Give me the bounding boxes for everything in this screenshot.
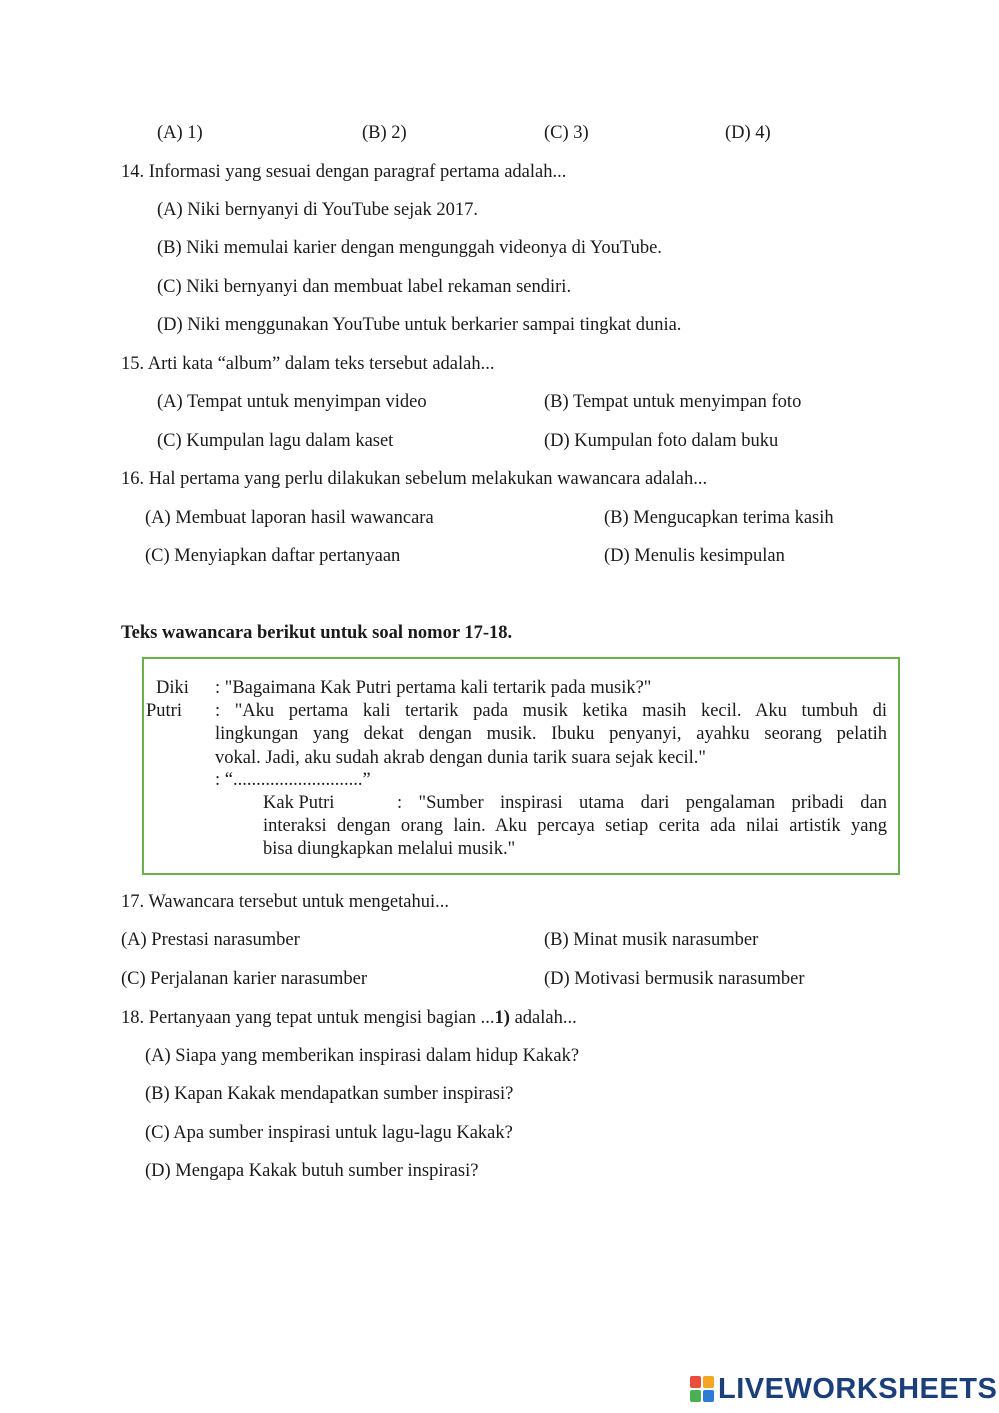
interview-line-diki: : "Bagaimana Kak Putri pertama kali tertarik pada musik?": [215, 678, 652, 698]
logo-mark-e: [703, 1390, 714, 1402]
q17-option-b[interactable]: (B) Minat musik narasumber: [544, 930, 759, 950]
q14-option-b[interactable]: (B) Niki memulai karier dengan mengunggah videonya di YouTube.: [157, 238, 662, 258]
logo-mark-v: [690, 1390, 701, 1402]
q18-question-prefix: 18. Pertanyaan yang tepat untuk mengisi bagian ...: [121, 1008, 495, 1028]
interview-heading: Teks wawancara berikut untuk soal nomor 17-18.: [121, 623, 513, 643]
logo-mark-i: [703, 1376, 714, 1388]
q13-option-b[interactable]: (B) 2): [362, 123, 407, 143]
q16-option-b[interactable]: (B) Mengucapkan terima kasih: [604, 508, 834, 528]
q18-question: [121, 1007, 577, 1029]
q16-option-a[interactable]: (A) Membuat laporan hasil wawancara: [145, 508, 434, 528]
q13-option-a[interactable]: (A) 1): [157, 123, 203, 143]
q15-question: 15. Arti kata “album” dalam teks tersebut adalah...: [121, 354, 495, 374]
answer-putri-line-2: lingkungan yang dekat dengan musik. Ibuku penyanyi, ayahku seorang pelatih: [215, 724, 887, 745]
logo-mark-l: [690, 1376, 701, 1388]
interview-answer-kak-putri-rest: [263, 815, 887, 862]
answer-kak-putri-line-2: interaksi dengan orang lain. Aku percaya setiap cerita ada nilai artistik yang: [263, 816, 887, 836]
answer-putri-line-1: : "Aku pertama kali tertarik pada musik ketika masih kecil. Aku tumbuh di: [215, 701, 887, 721]
q17-question: 17. Wawancara tersebut untuk mengetahui...: [121, 892, 449, 912]
liveworksheets-logo: [690, 1374, 997, 1404]
q18-option-a[interactable]: (A) Siapa yang memberikan inspirasi dalam hidup Kakak?: [145, 1046, 580, 1066]
speaker-diki: Diki: [156, 678, 189, 698]
q14-option-c[interactable]: (C) Niki bernyanyi dan membuat label rekaman sendiri.: [157, 277, 572, 297]
q13-option-d[interactable]: (D) 4): [725, 123, 771, 143]
q15-option-a[interactable]: (A) Tempat untuk menyimpan video: [157, 392, 427, 412]
q15-option-d[interactable]: (D) Kumpulan foto dalam buku: [544, 431, 779, 451]
q16-option-d[interactable]: (D) Menulis kesimpulan: [604, 546, 785, 566]
liveworksheets-logo-text: LIVEWORKSHEETS: [718, 1373, 998, 1405]
interview-blank-question: : “............................”: [215, 770, 371, 790]
interview-answer-putri: [215, 700, 887, 770]
q14-option-d[interactable]: (D) Niki menggunakan YouTube untuk berkarier sampai tingkat dunia.: [157, 315, 682, 335]
q15-option-c[interactable]: (C) Kumpulan lagu dalam kaset: [157, 431, 394, 451]
q17-option-a[interactable]: (A) Prestasi narasumber: [121, 930, 300, 950]
interview-answer-kak-putri-first: [397, 792, 887, 815]
q18-option-d[interactable]: (D) Mengapa Kakak butuh sumber inspirasi?: [145, 1161, 479, 1181]
q18-option-c[interactable]: (C) Apa sumber inspirasi untuk lagu-lagu Kakak?: [145, 1123, 513, 1143]
speaker-putri: Putri: [146, 701, 182, 721]
answer-putri-line-3: vokal. Jadi, aku sudah akrab dengan dunia tarik suara sejak kecil.": [215, 747, 706, 768]
q14-option-a[interactable]: (A) Niki bernyanyi di YouTube sejak 2017.: [157, 200, 479, 220]
q16-question: 16. Hal pertama yang perlu dilakukan sebelum melakukan wawancara adalah...: [121, 469, 708, 489]
q17-option-d[interactable]: (D) Motivasi bermusik narasumber: [544, 969, 805, 989]
answer-kak-putri-line-3: bisa diungkapkan melalui musik.": [263, 839, 516, 860]
speaker-kak-putri: Kak Putri: [263, 793, 335, 813]
q18-question-suffix: adalah...: [509, 1008, 577, 1028]
answer-kak-putri-line-1: : "Sumber inspirasi utama dari pengalaman pribadi dan: [397, 793, 887, 813]
q15-option-b[interactable]: (B) Tempat untuk menyimpan foto: [544, 392, 802, 412]
q18-option-b[interactable]: (B) Kapan Kakak mendapatkan sumber inspirasi?: [145, 1084, 514, 1104]
q14-question: 14. Informasi yang sesuai dengan paragraf pertama adalah...: [121, 162, 567, 182]
q13-option-c[interactable]: (C) 3): [544, 123, 589, 143]
q17-option-c[interactable]: (C) Perjalanan karier narasumber: [121, 969, 368, 989]
q18-question-marker: 1): [494, 1008, 510, 1028]
q16-option-c[interactable]: (C) Menyiapkan daftar pertanyaan: [145, 546, 401, 566]
liveworksheets-logo-icon: [690, 1376, 714, 1402]
